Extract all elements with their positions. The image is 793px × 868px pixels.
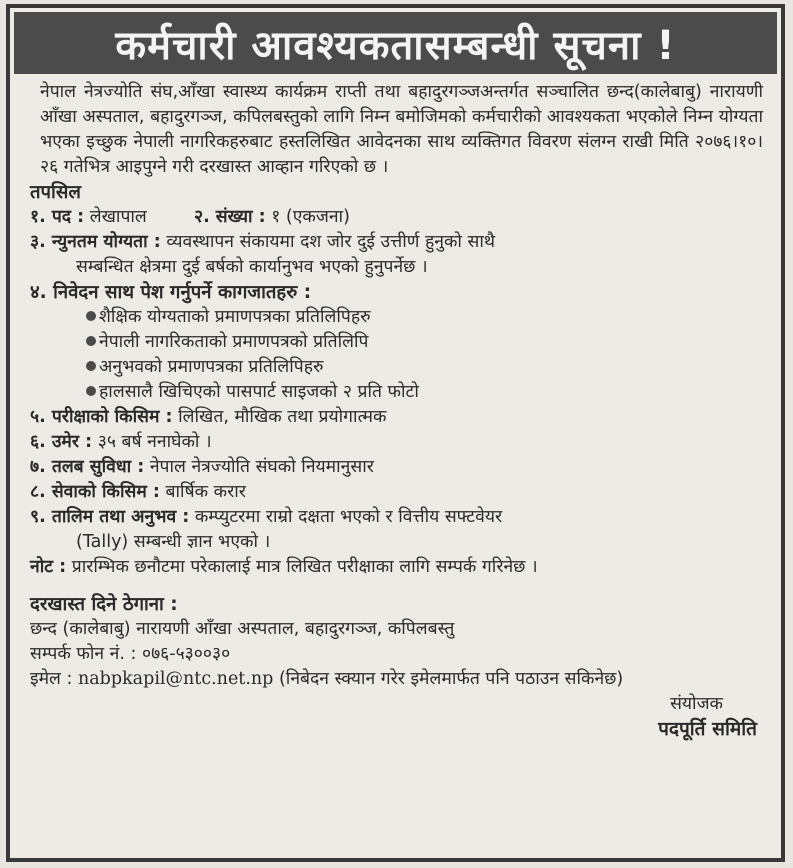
qualification-continued: सम्बन्धित क्षेत्रमा दुई बर्षको कार्यानुभव भएको हुनुपर्नेछ । [76,257,428,277]
document-item: हालसालै खिचिएको पासपार्ट साइजको २ प्रति फोटो [30,380,763,405]
address-line: छन्द (कालेबाबु) नारायणी आँखा अस्पताल, बहादुरगञ्ज, कपिलबस्तु [30,619,455,639]
training-continued: (Tally) सम्बन्धी ज्ञान भएको । [76,532,271,552]
count-value: १ (एकजना) [271,207,350,227]
service-row [30,480,763,505]
notice-body [30,80,763,742]
notice-frame [6,4,785,862]
phone-label: सम्पर्क फोन नं. : [30,644,137,664]
salary-value: नेपाल नेत्रज्योति संघको नियमानुसार [149,457,374,477]
bullet-icon [86,386,96,396]
phone-row [30,642,763,667]
training-row [30,505,763,530]
signature-committee: पदपूर्ति समिति [658,718,757,740]
training-value: कम्प्युटरमा राम्रो दक्षता भएको र वित्तीय सफ्टवेयर [194,507,503,527]
documents-label: ४. निवेदन साथ पेश गर्नुपर्ने कागजातहरु : [30,282,312,303]
exam-value: लिखित, मौखिक तथा प्रयोगात्मक [178,407,387,427]
signature-role: संयोजक [670,694,723,714]
phone-number: ०७६-५३००३० [141,644,231,664]
document-item: शैक्षिक योग्यताको प्रमाणपत्रका प्रतिलिपिहरु [30,305,763,330]
age-value: ३५ बर्ष ननाघेको । [97,432,212,452]
salary-row [30,455,763,480]
qualification-value: व्यवस्थापन संकायमा दश जोर दुई उत्तीर्ण हुनुको साथै [166,232,496,252]
salary-label: ७. तलब सुविधा : [30,457,145,477]
notice-title: कर्मचारी आवश्यकतासम्बन्धी सूचना ! [14,12,777,74]
training-label: ९. तालिम तथा अनुभव : [30,507,190,527]
age-label: ६. उमेर : [30,432,93,452]
exam-row [30,405,763,430]
post-row [30,205,763,230]
details-heading: तपसिल [30,182,81,203]
email-label: इमेल : [30,669,73,689]
post-value: लेखापाल [89,207,147,227]
bullet-icon [86,361,96,371]
qualification-row [30,230,763,255]
document-item: अनुभवको प्रमाणपत्रका प्रतिलिपिहरु [30,355,763,380]
age-row [30,430,763,455]
document-item: नेपाली नागरिकताको प्रमाणपत्रको प्रतिलिपि [30,330,763,355]
note-value: प्रारम्भिक छनौटमा परेकालाई मात्र लिखित परीक्षाका लागि सम्पर्क गरिनेछ । [71,557,538,577]
note-row [30,555,763,580]
qualification-label: ३. न्युनतम योग्यता : [30,232,161,252]
email-row [30,667,763,692]
email-note: (निबेदन स्क्यान गरेर इमेलमार्फत पनि पठाउन सकिनेछ) [278,669,624,689]
service-value: बार्षिक करार [165,482,246,502]
email-address[interactable]: nabpkapil@ntc.net.np [77,669,274,689]
count-label: २. संख्या : [193,207,266,227]
note-label: नोट : [30,557,67,577]
bullet-icon [86,311,96,321]
bullet-icon [86,336,96,346]
post-label: १. पद : [30,207,85,227]
address-heading: दरखास्त दिने ठेगाना : [30,594,178,615]
intro-paragraph: नेपाल नेत्रज्योति संघ,आँखा स्वास्थ्य कार्यक्रम राप्ती तथा बहादुरगञ्जअन्तर्गत सञ्चालित छन्द(कालेबाबु) नारायणी आँखा अस्पताल, बहादुरगञ्ज, कपिलबस्तुको लागि निम्न बमोजिमको कर्मचारीको आवश्यकता भएकोले निम्न योग्यता भएका इच्छुक नेपाली नागरिकहरुबाट हस्तलिखित आवेदनका साथ व्यक्तिगत विवरण संलग्न राखी मिति २०७६।१०।२६ गतेभित्र आइपुग्ने गरी दरखास्त आव्हान गरिएको छ । [40,82,763,177]
exam-label: ५. परीक्षाको किसिम : [30,407,173,427]
service-label: ८. सेवाको किसिम : [30,482,160,502]
